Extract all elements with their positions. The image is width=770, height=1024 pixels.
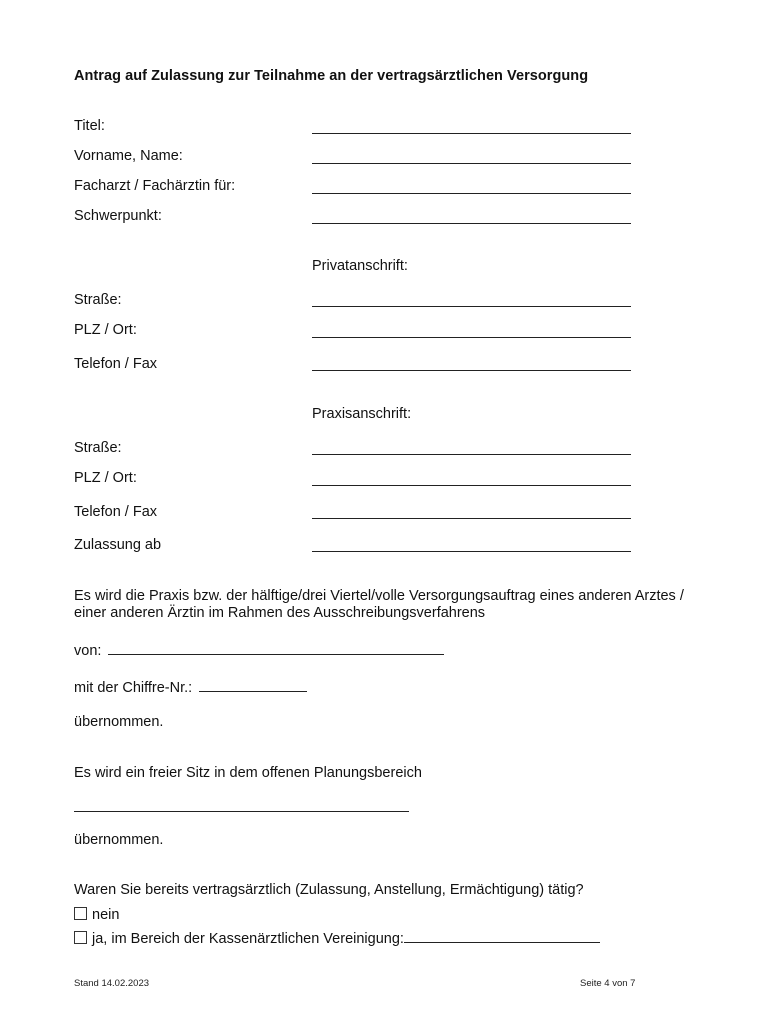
- footer-stand: Stand 14.02.2023: [74, 978, 150, 989]
- takeover-paragraph: Es wird die Praxis bzw. der hälftige/drei Viertel/volle Versorgungsauftrag eines anderen Arztes / einer anderen Ärztin im Rahmen des Ausschreibungsverfahrens: [74, 588, 684, 621]
- label-private-plz-ort: PLZ / Ort:: [74, 322, 137, 338]
- label-practice-strasse: Straße:: [74, 440, 122, 456]
- label-private-strasse: Straße:: [74, 292, 122, 308]
- footer-page-number: Seite 4 von 7: [580, 978, 636, 989]
- input-line-titel[interactable]: [312, 133, 631, 134]
- input-line-private-telefon[interactable]: [312, 370, 631, 371]
- free-seat-uebernommen: übernommen.: [74, 832, 164, 848]
- input-line-practice-plz-ort[interactable]: [312, 485, 631, 486]
- prior-activity-question: Waren Sie bereits vertragsärztlich (Zulassung, Anstellung, Ermächtigung) tätig?: [74, 882, 584, 898]
- input-line-von[interactable]: [108, 654, 444, 655]
- input-line-zulassung-ab[interactable]: [312, 551, 631, 552]
- option-ja[interactable]: [74, 931, 600, 947]
- chiffre-row: [74, 680, 307, 696]
- label-schwerpunkt: Schwerpunkt:: [74, 208, 162, 224]
- input-line-vorname-name[interactable]: [312, 163, 631, 164]
- private-address-heading: Privatanschrift:: [312, 258, 408, 274]
- input-line-chiffre[interactable]: [199, 691, 307, 692]
- label-von: von:: [74, 643, 102, 659]
- page-title: Antrag auf Zulassung zur Teilnahme an der vertragsärztlichen Versorgung: [74, 68, 589, 84]
- input-line-practice-strasse[interactable]: [312, 454, 631, 455]
- practice-address-heading: Praxisanschrift:: [312, 406, 412, 422]
- input-line-facharzt[interactable]: [312, 193, 631, 194]
- input-line-planungsbereich[interactable]: [74, 811, 409, 812]
- input-line-practice-telefon[interactable]: [312, 518, 631, 519]
- label-facharzt: Facharzt / Fachärztin für:: [74, 178, 236, 194]
- label-practice-plz-ort: PLZ / Ort:: [74, 470, 137, 486]
- label-chiffre: mit der Chiffre-Nr.:: [74, 680, 193, 696]
- option-nein[interactable]: [74, 907, 119, 923]
- label-titel: Titel:: [74, 118, 105, 134]
- option-nein-label: nein: [92, 907, 120, 923]
- takeover-from-row: [74, 643, 444, 659]
- label-practice-telefon: Telefon / Fax: [74, 504, 158, 520]
- input-line-kv[interactable]: [404, 942, 600, 943]
- takeover-uebernommen: übernommen.: [74, 714, 164, 730]
- checkbox-ja[interactable]: [74, 931, 87, 944]
- input-line-schwerpunkt[interactable]: [312, 223, 631, 224]
- input-line-private-strasse[interactable]: [312, 306, 631, 307]
- checkbox-nein[interactable]: [74, 907, 87, 920]
- label-zulassung-ab: Zulassung ab: [74, 537, 162, 553]
- input-line-private-plz-ort[interactable]: [312, 337, 631, 338]
- label-vorname-name: Vorname, Name:: [74, 148, 183, 164]
- label-private-telefon: Telefon / Fax: [74, 356, 158, 372]
- free-seat-text: Es wird ein freier Sitz in dem offenen Planungsbereich: [74, 765, 422, 781]
- option-ja-label: ja, im Bereich der Kassenärztlichen Vereinigung:: [92, 931, 404, 947]
